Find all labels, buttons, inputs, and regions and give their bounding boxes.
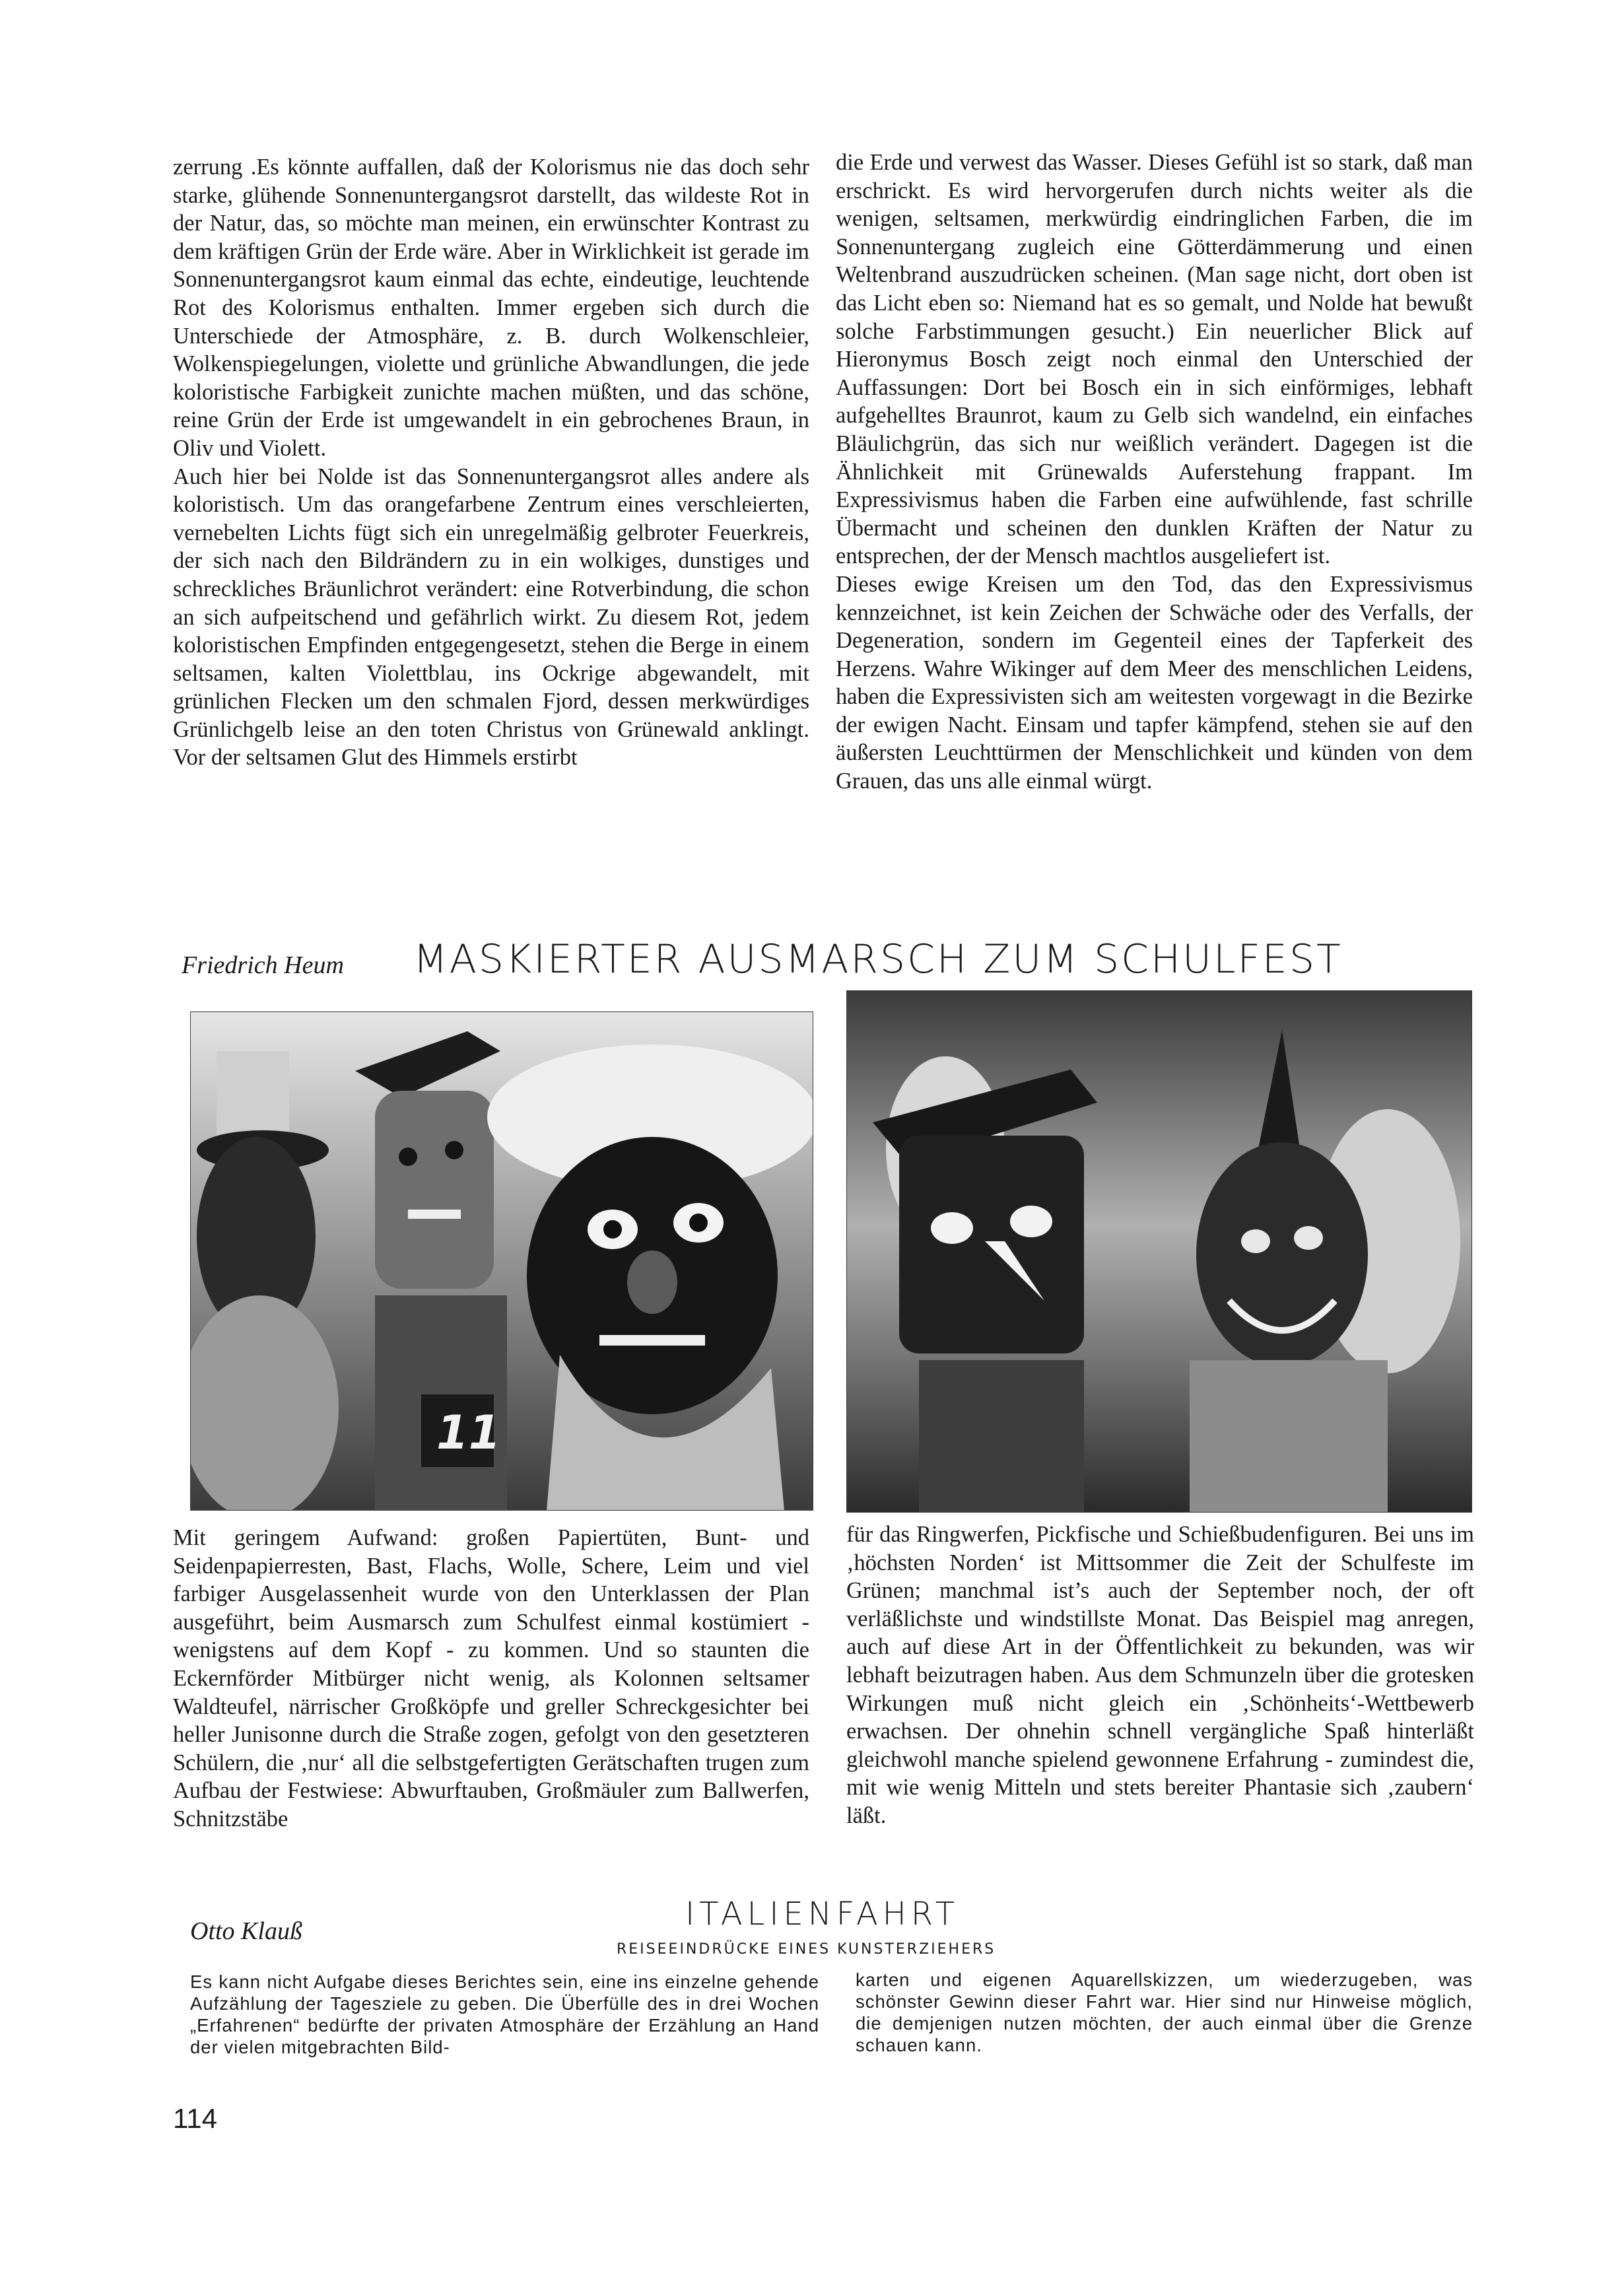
article3-column-right [856, 1969, 1473, 2056]
article1-right-paragraph-2: Dieses ewige Kreisen um den Tod, das den Expressivismus kennzeichnet, ist kein Zeichen der Schwäche oder des Verfalls, der Degeneration, sondern im Gegenteil eines der Tapferkeit des Herzens. Wahre Wikinger auf dem Meer des menschlichen Leidens, haben die Expressivisten sich am weitesten vorgewagt in die Bezirke der ewigen Nacht. Einsam und tapfer kämpfend, stehen sie auf den äußersten Leuchttürmen der Menschlichkeit und künden von dem Grauen, das uns alle einmal würgt. [836, 571, 1473, 794]
masks-photo-left [190, 1011, 813, 1511]
masks-photo-left-drawing [190, 1011, 813, 1511]
article3-title: ITALIENFAHRT [685, 1896, 960, 1933]
article2-author: Friedrich Heum [182, 951, 344, 979]
article2-left-paragraph: Mit geringem Aufwand: großen Papiertüten, Bunt- und Seidenpapierresten, Bast, Flachs, Wolle, Schere, Leim und viel farbiger Ausgelassenheit wurde von den Unterklassen der Plan ausgeführt, beim Ausmarsch zum Schulfest einmal kostümiert - wenigstens auf dem Kopf - zu kommen. Und so staunten die Eckernförder Mitbürger nicht wenig, als Kolonnen seltsamer Waldteufel, närrischer Großköpfe und greller Schreckgesichter bei heller Junisonne durch die Straße zogen, gefolgt von den gesetzteren Schülern, die ‚nur‘ all die selbstgefertigten Gerätschaften trugen zum Aufbau der Festwiese: Abwurftauben, Großmäuler zum Ballwerfen, Schnitzstäbe [173, 1525, 809, 1831]
article1-right-paragraph-1: die Erde und verwest das Wasser. Dieses Gefühl ist so stark, daß man erschrickt. Es wird hervorgerufen durch nichts weiter als die wenigen, seltsamen, merkwürdig eindringlichen Farben, die im Sonnenuntergang zugleich eine Götterdämmerung und einen Weltenbrand auszudrücken scheinen. (Man sage nicht, dort oben ist das Licht eben so: Niemand hat es so gemalt, und Nolde hat bewußt solche Farbstimmungen gesucht.) Ein neuerlicher Blick auf Hieronymus Bosch zeigt noch einmal den Unterschied der Auffassungen: Dort bei Bosch ein in sich einförmiges, lebhaft aufgehelltes Braunrot, kaum zu Gelb sich wandelnd, ein einfaches Bläulichgrün, das sich nur weißlich verändert. Dagegen ist die Ähnlichkeit mit Grünewalds Auferstehung frappant. Im Expressivismus haben die Farben eine aufwühlende, fast schrille Übermacht und scheinen den dunklen Kräften der Natur zu entsprechen, der der Mensch machtlos ausgeliefert ist. [836, 150, 1473, 569]
article2-right-paragraph: für das Ringwerfen, Pickfische und Schießbudenfiguren. Bei uns im ‚höchsten Norden‘ ist Mittsommer die Zeit der Schulfeste im Grünen; manchmal ist’s auch der September noch, der oft verläßlichste und windstillste Monat. Das Beispiel mag anregen, auch auf diese Art in der Öffentlichkeit zu bekunden, was wir lebhaft beizutragen haben. Aus dem Schmunzeln über die grotesken Wirkungen muß nicht gleich ein ‚Schönheits‘-Wettbewerb erwachsen. Der ohnehin schnell vergängliche Spaß hinterläßt gleichwohl manche spielend gewonnene Erfahrung - zumindest die, mit wie wenig Mitteln und stets bereiter Phantasie sich ‚zaubern‘ läßt. [846, 1522, 1474, 1828]
article1-left-paragraph-1: zerrung .Es könnte auffallen, daß der Kolorismus nie das doch sehr starke, glühende Sonnenuntergangsrot darstellt, das wildeste Rot in der Natur, das, so möchte man meinen, ein erwünschter Kontrast zu dem kräftigen Grün der Erde wäre. Aber in Wirklichkeit ist gerade im Sonnenuntergangsrot kaum einmal das echte, eindeutige, leuchtende Rot des Kolorismus enthalten. Immer ergeben sich durch die Unterschiede der Atmosphäre, z. B. durch Wolkenschleier, Wolkenspiegelungen, violette und grünliche Abwandlungen, die jede koloristische Farbigkeit zunichte machen müßten, und das schöne, reine Grün der Erde ist umgewandelt in ein gebrochenes Braun, in Oliv und Violett. [173, 154, 809, 461]
article2-title: MASKIERTER AUSMARSCH ZUM SCHULFEST [413, 936, 1343, 982]
shirt-number-label: 11 [436, 1406, 501, 1460]
page-number: 114 [173, 2103, 217, 2134]
article3-author: Otto Klauß [190, 1917, 302, 1945]
article3-subtitle: REISEEINDRÜCKE EINES KUNSTERZIEHERS [617, 1941, 996, 1958]
article2-column-right [846, 1521, 1474, 1830]
article1-column-left [173, 153, 809, 772]
article3-column-left [190, 1971, 819, 2058]
article3-left-paragraph: Es kann nicht Aufgabe dieses Berichtes sein, eine ins einzelne gehende Aufzählung der Tagesziele zu geben. Die Überfülle des in drei Wochen „Erfahrenen“ bedürfte der privaten Atmosphäre der Erzählung an Hand der vielen mitgebrachten Bild- [190, 1971, 819, 2057]
article2-column-left [173, 1524, 809, 1833]
masks-photo-right-drawing [846, 990, 1472, 1513]
article1-column-right [836, 149, 1473, 796]
article1-left-paragraph-2: Auch hier bei Nolde ist das Sonnenuntergangsrot alles andere als koloristisch. Um das orangefarbene Zentrum eines verschleierten, vernebelten Lichts fügt sich ein unregelmäßig gelbroter Feuerkreis, der sich nach den Bildrändern zu in ein wolkiges, dunstiges und schreckliches Bräunlichrot verändert: eine Rotverbindung, die schon an sich aufpeitschend und gefährlich wirkt. Zu diesem Rot, jedem koloristischen Empfinden entgegengesetzt, stehen die Berge in einem seltsamen, kalten Violettblau, ins Ockrige abgewandelt, mit grünlichen Flecken um den schmalen Fjord, dessen merkwürdiges Grünlichgelb leise an den toten Christus von Grünewald anklingt. Vor der seltsamen Glut des Himmels erstirbt [173, 463, 809, 770]
masks-photo-right [846, 990, 1472, 1513]
article3-right-paragraph: karten und eigenen Aquarellskizzen, um wiederzugeben, was schönster Gewinn dieser Fahrt war. Hier sind nur Hinweise möglich, die demjenigen nutzen möchten, der auch einmal über die Grenze schauen kann. [856, 1969, 1473, 2055]
